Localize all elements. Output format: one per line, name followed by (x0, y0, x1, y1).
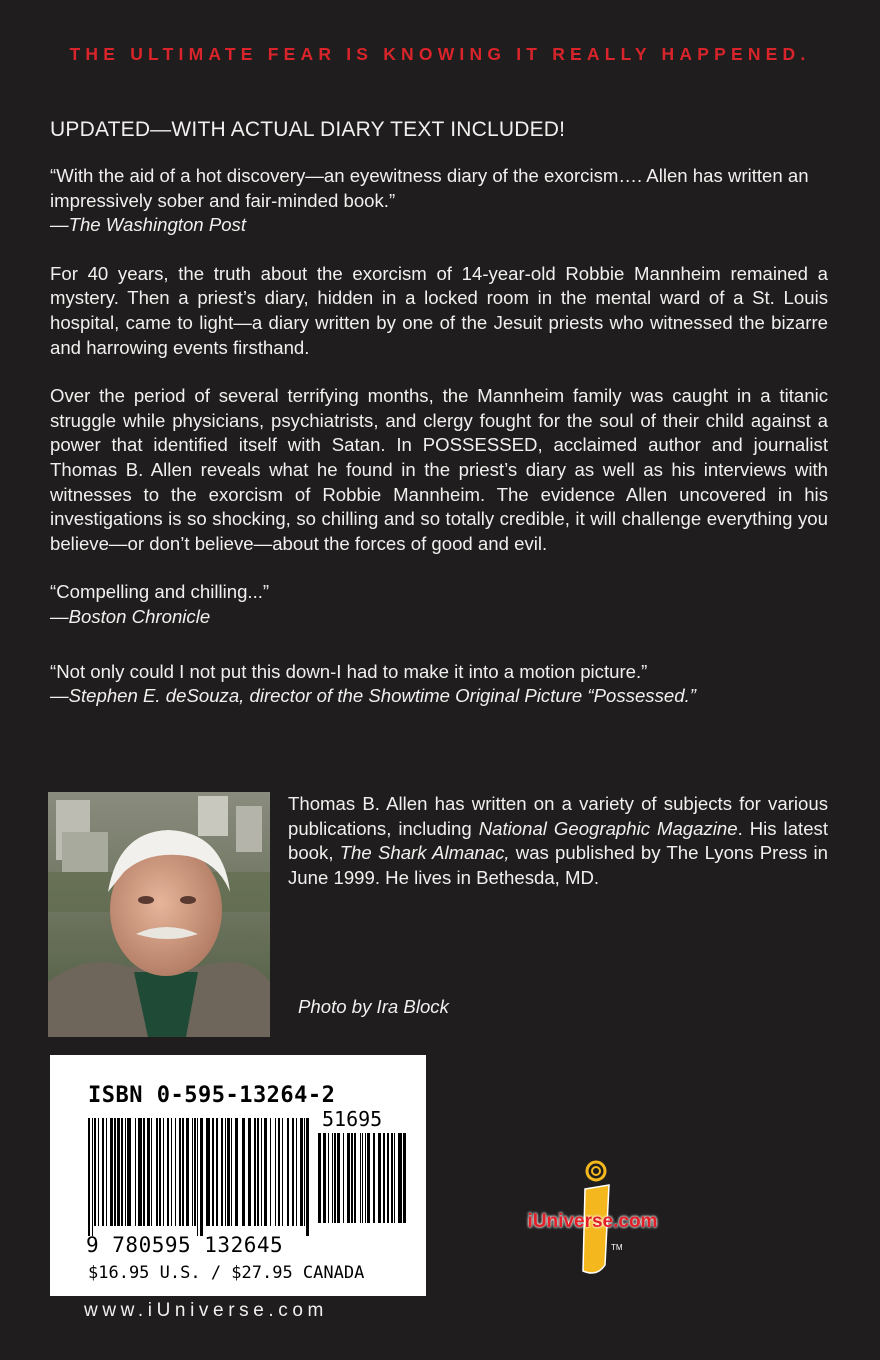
barcode-bar (278, 1118, 280, 1226)
barcode-bar (270, 1118, 271, 1226)
barcode-bar (182, 1118, 184, 1226)
barcode-bar (102, 1118, 104, 1226)
ean-number: 9 780595 132645 (86, 1233, 284, 1257)
barcode-bar (373, 1133, 375, 1223)
barcode-bar (264, 1118, 267, 1226)
barcode-bar (143, 1118, 145, 1226)
barcode-bar (337, 1133, 340, 1223)
barcode-bar (194, 1118, 196, 1226)
barcode-bar (231, 1118, 232, 1226)
barcode-bar (106, 1118, 107, 1226)
barcode-bar (351, 1133, 353, 1223)
author-bio: Thomas B. Allen has written on a variety of subjects for various publications, including National Geographic Magazine. His latest book, The Shark Almanac, was published by The Lyons Press in June 1999. He lives in Bethesda, MD. (288, 793, 829, 888)
quote-text: “Not only could I not put this down-I had to make it into a motion picture.” (50, 660, 648, 682)
barcode-bar (125, 1118, 126, 1226)
barcode-bar (387, 1133, 389, 1223)
barcode-bar (257, 1118, 259, 1226)
trademark-mark: TM (611, 1243, 623, 1252)
barcode-bar (254, 1118, 256, 1226)
author-portrait-image (48, 792, 270, 1037)
barcode-bar (378, 1133, 381, 1223)
review-boston-chronicle (50, 580, 828, 629)
publisher-logo (505, 1155, 680, 1285)
barcode-bar (227, 1118, 230, 1226)
barcode-bar (192, 1118, 193, 1226)
barcode-bar (261, 1118, 262, 1226)
photo-credit: Photo by Ira Block (298, 996, 449, 1017)
barcode-bar (200, 1118, 203, 1236)
quote-attribution: —Stephen E. deSouza, director of the Showtime Original Picture “Possessed.” (50, 685, 696, 707)
barcode-bar (275, 1118, 276, 1226)
barcode-bar (365, 1133, 366, 1223)
review-washington-post (50, 164, 828, 238)
barcode-bar (159, 1118, 161, 1226)
barcode-bar (343, 1133, 344, 1223)
barcode-bar (235, 1118, 238, 1226)
barcode-bar (127, 1118, 131, 1226)
barcode-bar (197, 1118, 198, 1236)
author-photo (48, 792, 270, 1037)
isbn-label: ISBN 0-595-13264-2 (88, 1083, 336, 1108)
barcode-bar (206, 1118, 210, 1226)
barcode-bar (225, 1118, 226, 1226)
barcode-bar (121, 1118, 123, 1226)
barcode-bar (135, 1118, 136, 1226)
barcode-bar (175, 1118, 176, 1226)
price-code: 51695 (322, 1107, 383, 1131)
barcode-bar (221, 1118, 223, 1226)
quote-text: “Compelling and chilling...” (50, 581, 270, 603)
barcode-bar (98, 1118, 99, 1226)
barcode-bar (398, 1133, 402, 1223)
barcode-bar (156, 1118, 158, 1226)
barcode-bar (94, 1118, 96, 1226)
quote-attribution: —Boston Chronicle (50, 605, 211, 627)
description-paragraph-1: For 40 years, the truth about the exorcism of 14-year-old Robbie Mannheim remained a mystery. Then a priest’s diary, hidden in a locked room in the mental ward of a St. Louis hospital, came to light—a diary written by one of the Jesuit priests who witnessed the bizarre and harrowing events firsthand. (50, 262, 828, 358)
back-cover-copy (50, 118, 828, 733)
barcode-bar (334, 1133, 336, 1223)
barcode-bar (323, 1133, 326, 1223)
barcode-bar (362, 1133, 363, 1223)
barcode-bar (360, 1133, 361, 1223)
barcode-bar (367, 1133, 370, 1223)
publisher-url: www.iUniverse.com (84, 1300, 328, 1321)
barcode-bar (179, 1118, 181, 1226)
barcode-bar (88, 1118, 90, 1236)
barcode-bar (347, 1133, 350, 1223)
barcode-bar (403, 1133, 406, 1223)
barcode-bar (328, 1133, 329, 1223)
barcode-bar (394, 1133, 395, 1223)
barcode-bar (248, 1118, 251, 1226)
barcode-bar (147, 1118, 150, 1226)
barcode-bar (151, 1118, 152, 1226)
barcode-bar (114, 1118, 116, 1226)
barcode-bar (242, 1118, 245, 1226)
headline: UPDATED—WITH ACTUAL DIARY TEXT INCLUDED! (50, 118, 566, 141)
barcode-bar (282, 1118, 283, 1226)
description-paragraph-2: Over the period of several terrifying months, the Mannheim family was caught in a titanic struggle while physicians, psychiatrists, and clergy fought for the soul of their child against a power that identified itself with Satan. In POSSESSED, acclaimed author and journalist Thomas B. Allen reveals what he found in the priest’s diary as well as his interviews with witnesses to the exorcism of Robbie Mannheim. The evidence Allen uncovered in his investigations is so shocking, so chilling and so totally credible, it will challenge everything you believe—or don’t believe—about the forces of good and evil. (50, 385, 828, 554)
barcode-bar (292, 1118, 294, 1226)
review-desouza (50, 660, 828, 709)
barcode-bar (332, 1133, 333, 1223)
tagline: THE ULTIMATE FEAR IS KNOWING IT REALLY HAPPENED. (69, 44, 811, 64)
barcode-bar (391, 1133, 393, 1223)
barcode-bar (306, 1118, 309, 1236)
barcode-bar (383, 1133, 385, 1223)
quote-attribution: —The Washington Post (50, 214, 247, 236)
barcode-bar (138, 1118, 142, 1226)
barcode-bar (167, 1118, 169, 1226)
price-label: $16.95 U.S. / $27.95 CANADA (88, 1263, 365, 1283)
barcode-bar (296, 1118, 297, 1226)
barcode-bar (318, 1133, 321, 1223)
barcode-bar (110, 1118, 113, 1226)
barcode-bar (163, 1118, 164, 1226)
addon-barcode (318, 1133, 408, 1233)
barcode-bar (212, 1118, 214, 1226)
barcode-bar (216, 1118, 218, 1226)
barcode-bar (92, 1118, 93, 1236)
barcode-bar (304, 1118, 305, 1226)
barcode-bar (287, 1118, 289, 1226)
quote-text: “With the aid of a hot discovery—an eyewitness diary of the exorcism…. Allen has written an impressively sober and fair-minded book.” (50, 165, 809, 211)
barcode-bar (117, 1118, 120, 1226)
ean-barcode (88, 1118, 313, 1236)
barcode-bar (300, 1118, 303, 1226)
barcode-bar (171, 1118, 172, 1226)
barcode-panel (50, 1055, 426, 1296)
publisher-name: iUniverse.com (527, 1211, 658, 1232)
barcode-bar (186, 1118, 189, 1226)
barcode-bar (354, 1133, 356, 1223)
